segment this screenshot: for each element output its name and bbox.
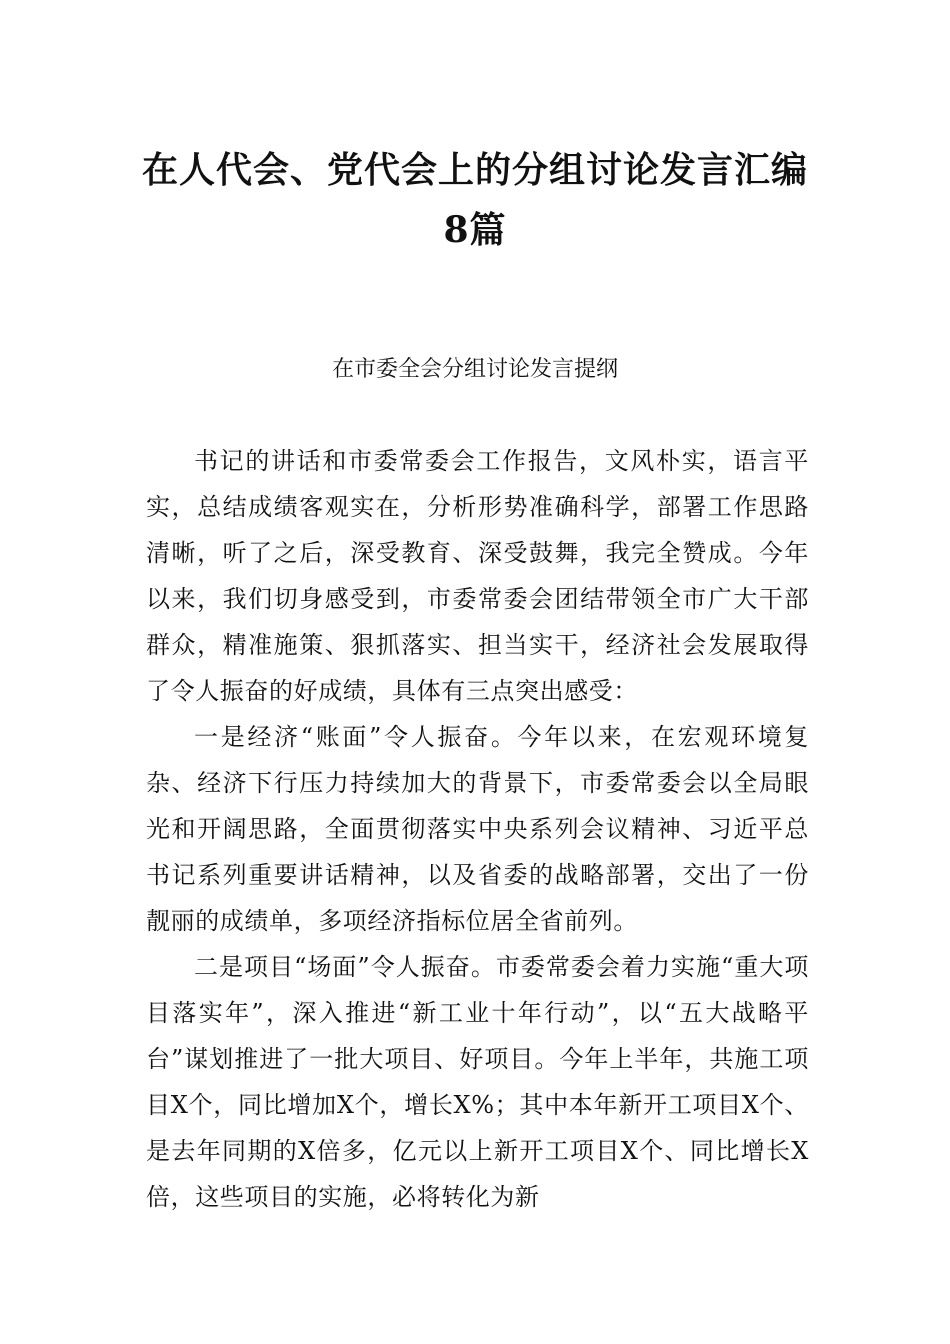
paragraph-intro: 书记的讲话和市委常委会工作报告，文风朴实，语言平实，总结成绩客观实在，分析形势准确科学，部署工作思路清晰，听了之后，深受教育、深受鼓舞，我完全赞成。今年以来，我们切身感受到，市委常委会团结带领全市广大干部群众，精准施策、狠抓落实、担当实干，经济社会发展取得了令人振奋的好成绩，具体有三点突出感受：	[146, 447, 809, 705]
section-subtitle: 在市委全会分组讨论发言提纲	[331, 357, 618, 382]
paragraph-economy: 一是经济“账面”令人振奋。今年以来，在宏观环境复杂、经济下行压力持续加大的背景下，市委常委会以全局眼光和开阔思路，全面贯彻落实中央系列会议精神、习近平总书记系列重要讲话精神，以及省委的战略部署，交出了一份靓丽的成绩单，多项经济指标位居全省前列。	[146, 723, 809, 935]
paragraph-projects: 二是项目“场面”令人振奋。市委常委会着力实施“重大项目落实年”，深入推进“新工业十年行动”，以“五大战略平台”谋划推进了一批大项目、好项目。今年上半年，共施工项目X个，同比增加X个，增长X%；其中本年新开工项目X个、是去年同期的X倍多，亿元以上新开工项目X个、同比增长X倍，这些项目的实施，必将转化为新	[146, 953, 809, 1211]
body-text	[146, 438, 809, 1220]
document-title: 在人代会、党代会上的分组讨论发言汇编8篇	[141, 149, 808, 251]
